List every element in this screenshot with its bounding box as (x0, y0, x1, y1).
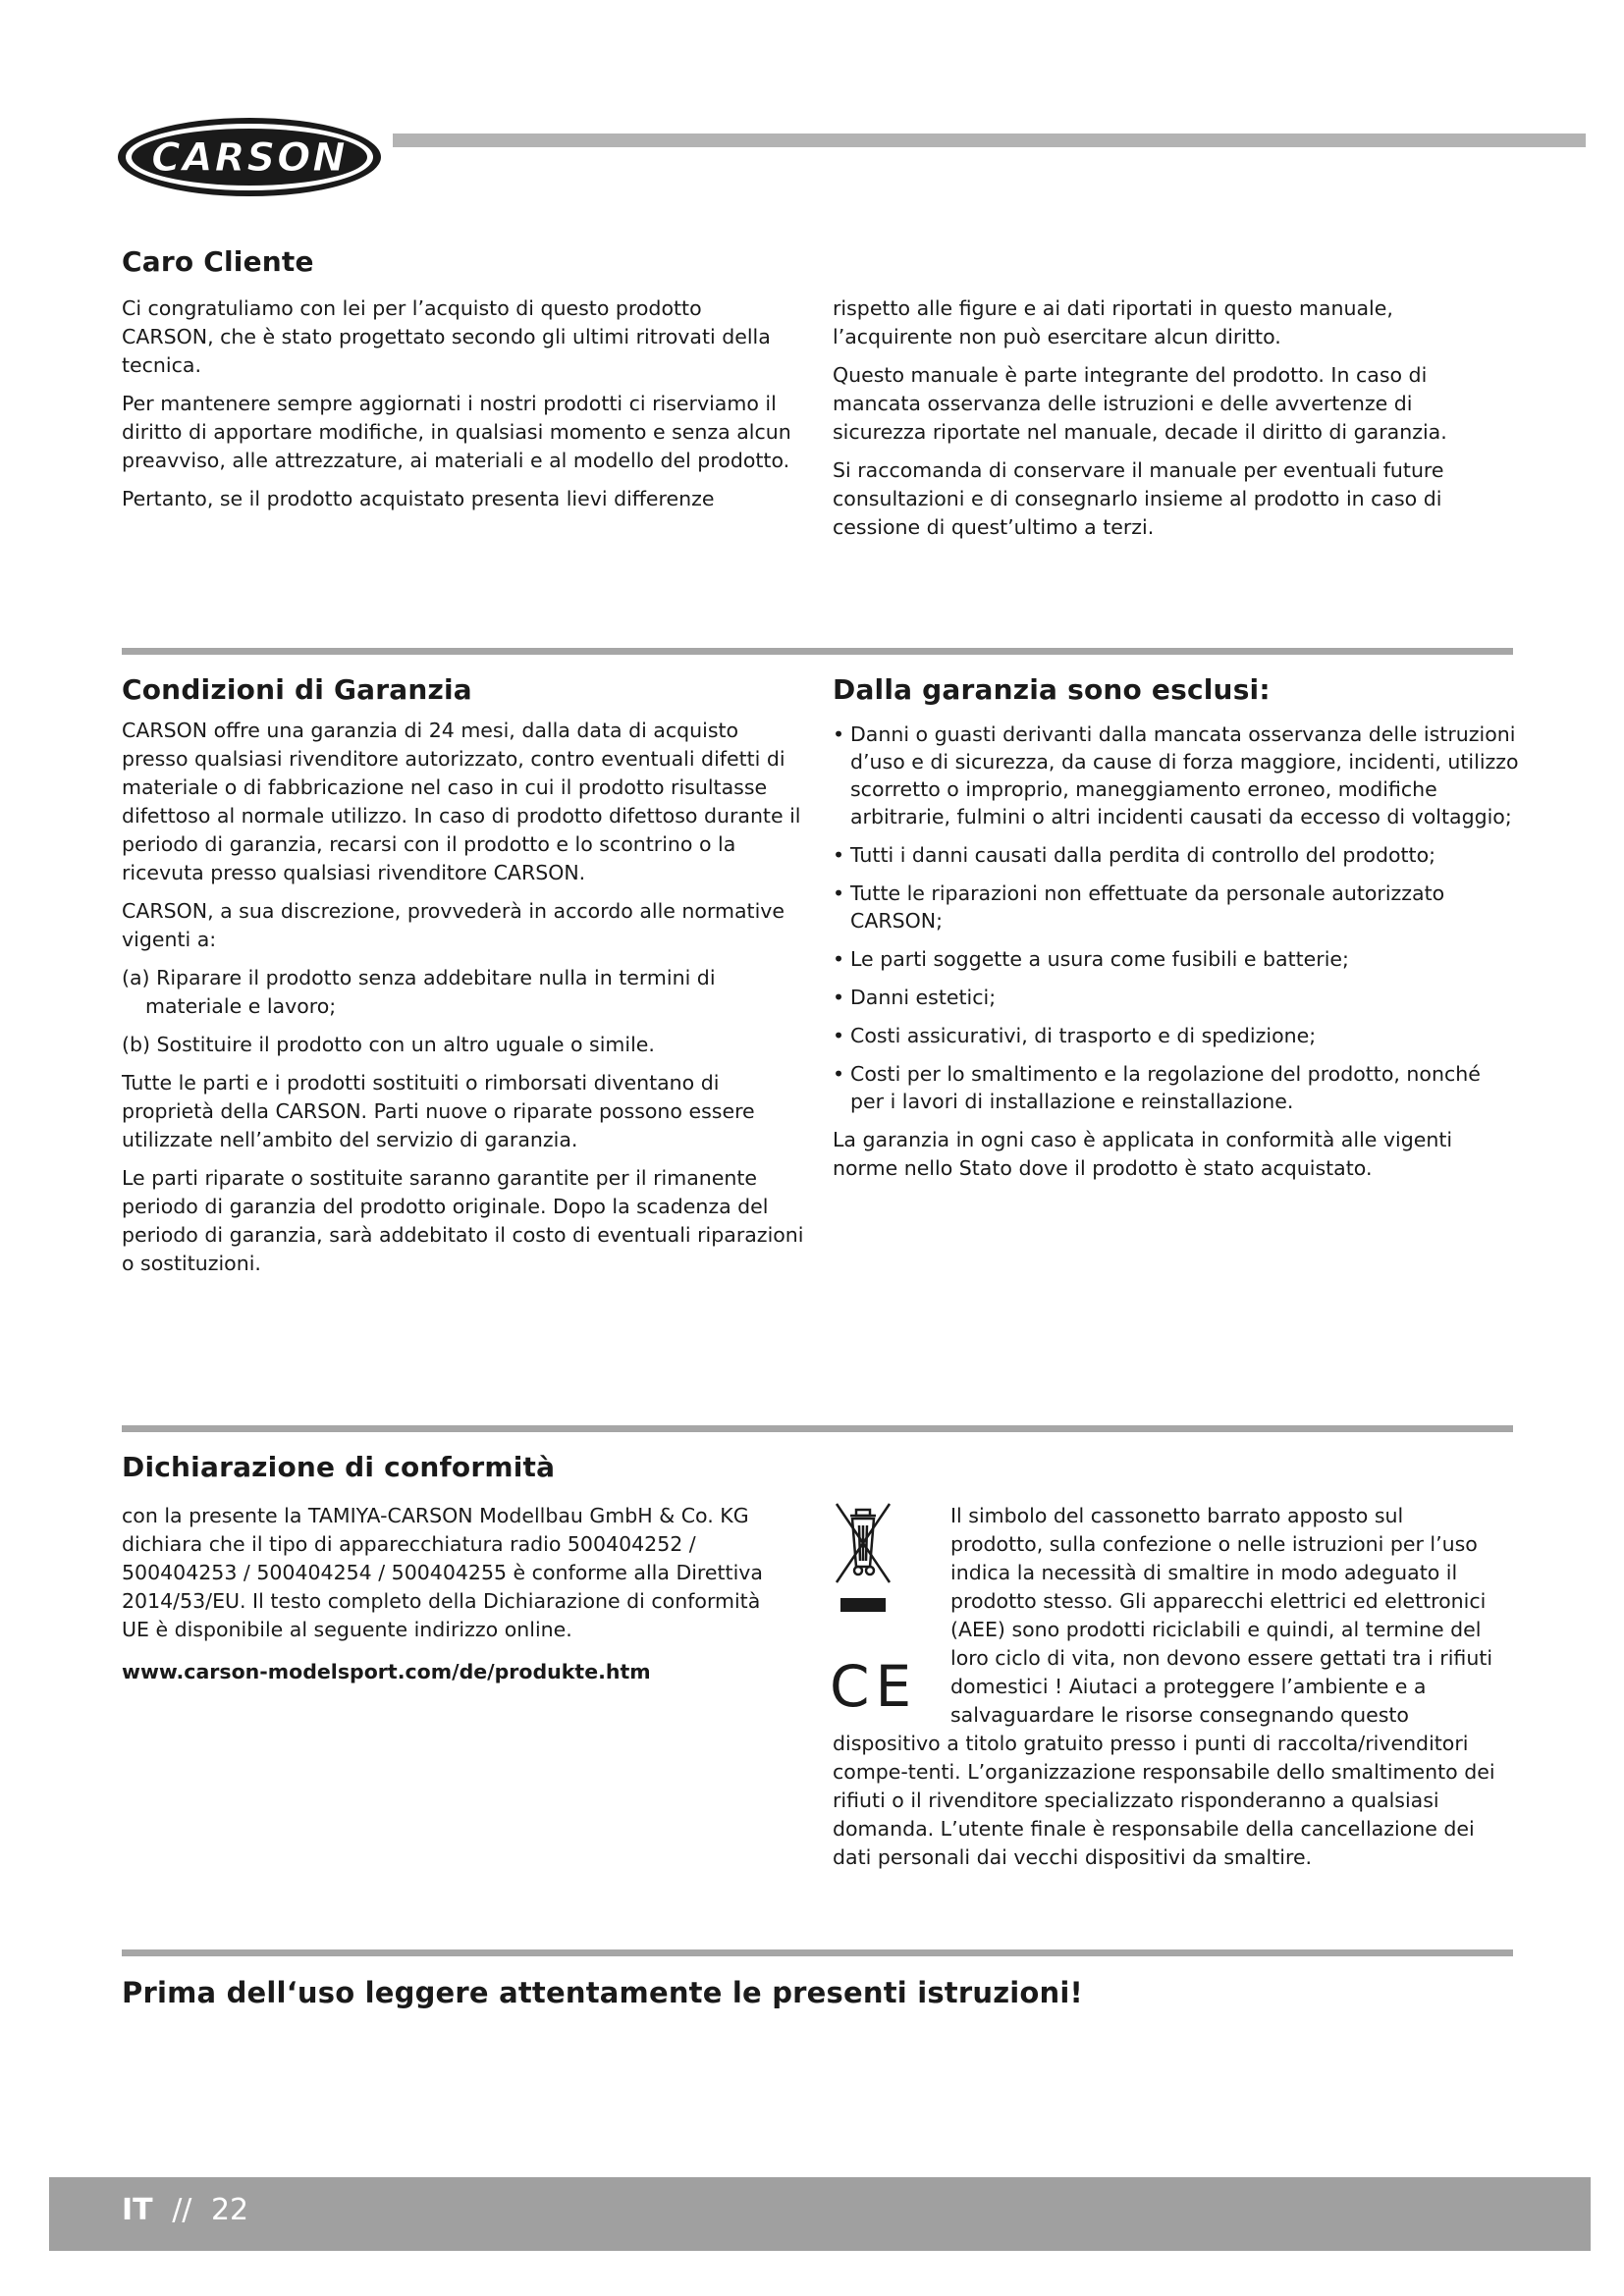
intro-paragraph: Si raccomanda di conservare il manuale per eventuali future consultazioni e di consegnarlo insieme al prodotto in caso di cessione di quest’ultimo a terzi. (833, 458, 1444, 539)
conformity-paragraph: con la presente la TAMIYA-CARSON Modellbau GmbH & Co. KG dichiara che il tipo di apparecchiatura radio 500404252 / 500404253 / 500404254 / 500404255 è conforme alla Direttiva 2014/53/EU. Il testo completo della Dichiarazione di conformità UE è disponibile al seguente indirizzo online. (122, 1504, 763, 1641)
list-item: • Tutte le riparazioni non effettuate da personale autorizzato CARSON; (833, 880, 1520, 934)
warranty-option-b: (b) Sostituire il prodotto con un altro uguale o simile. (122, 1033, 655, 1056)
footer-separator: // (172, 2193, 192, 2227)
intro-paragraph: Questo manuale è parte integrante del prodotto. In caso di mancata osservanza delle istruzioni e delle avvertenze di sicurezza riportate nel manuale, decade il diritto di garanzia. (833, 363, 1447, 444)
weee-float-spacer (833, 1502, 950, 1730)
carson-logo (116, 116, 383, 198)
carson-logo-graphic (116, 116, 383, 198)
read-instructions-notice: Prima dell‘uso leggere attentamente le presenti istruzioni! (122, 1976, 1083, 2009)
exclusions-title: Dalla garanzia sono esclusi: (833, 673, 1271, 706)
intro-paragraph: rispetto alle figure e ai dati riportati in questo manuale, l’acquirente non può esercitare alcun diritto. (833, 296, 1393, 348)
intro-left-column (122, 294, 799, 523)
intro-title: Caro Cliente (122, 245, 314, 278)
intro-paragraph: Per mantenere sempre aggiornati i nostri prodotti ci riserviamo il diritto di apportare modifiche, in qualsiasi momento e senza alcun preavviso, alle attrezzature, ai materiali e al modello del prodotto. (122, 392, 791, 472)
page-number (122, 2193, 248, 2227)
page-number-value: 22 (210, 2193, 249, 2227)
list-item: • Le parti soggette a usura come fusibili e batterie; (833, 945, 1520, 973)
exclusions-list (833, 721, 1520, 1115)
conformity-title: Dichiarazione di conformità (122, 1451, 556, 1483)
page-footer (49, 2177, 1591, 2251)
list-item: • Danni estetici; (833, 984, 1520, 1011)
list-item: • Costi per lo smaltimento e la regolazione del prodotto, nonché per i lavori di installazione e reinstallazione. (833, 1060, 1520, 1115)
warranty-option-a: (a) Riparare il prodotto senza addebitare nulla in termini di materiale e lavoro; (122, 966, 716, 1018)
section-divider (122, 648, 1513, 655)
warranty-column (122, 717, 809, 1288)
exclusions-column (833, 721, 1520, 1193)
warranty-paragraph: Le parti riparate o sostituite saranno garantite per il rimanente periodo di garanzia del prodotto originale. Dopo la scadenza del periodo di garanzia, sarà addebitato il costo di eventuali riparazioni o sostituzioni. (122, 1166, 804, 1275)
section-divider (122, 1949, 1513, 1956)
header-bar (393, 133, 1586, 147)
warranty-paragraph: CARSON offre una garanzia di 24 mesi, dalla data di acquisto presso qualsiasi rivenditore autorizzato, contro eventuali difetti di materiale o di fabbricazione nel caso in cui il prodotto risultasse difettoso al normale utilizzo. In caso di prodotto difettoso durante il periodo di garanzia, recarsi con il prodotto e lo scontrino o la ricevuta presso qualsiasi rivenditore CARSON. (122, 719, 801, 884)
weee-text-block (833, 1502, 1498, 1872)
warranty-paragraph: CARSON, a sua discrezione, provvederà in accordo alle normative vigenti a: (122, 899, 785, 951)
ce-mark-icon: CE (830, 1653, 918, 1720)
list-item: • Costi assicurativi, di trasporto e di spedizione; (833, 1022, 1520, 1049)
list-item: • Tutti i danni causati dalla perdita di controllo del prodotto; (833, 841, 1520, 869)
intro-right-column (833, 294, 1510, 552)
list-item: • Danni o guasti derivanti dalla mancata osservanza delle istruzioni d’uso e di sicurezza, da cause di forza maggiore, incidenti, utilizzo scorretto o improprio, maneggiamento erroneo, modifiche arbitrarie, fulmini o altri incidenti causati da eccesso di voltaggio; (833, 721, 1520, 830)
logo-text: CARSON (151, 135, 348, 181)
section-divider (122, 1425, 1513, 1432)
exclusions-note: La garanzia in ogni caso è applicata in conformità alle vigenti norme nello Stato dove il prodotto è stato acquistato. (833, 1128, 1453, 1180)
language-code: IT (122, 2193, 153, 2227)
weee-paragraph: Il simbolo del cassonetto barrato apposto sul prodotto, sulla confezione o nelle istruzioni per l’uso indica la necessità di smaltire in modo adeguato il prodotto stesso. Gli apparecchi elettrici ed elettronici (AEE) sono prodotti riciclabili e quindi, al termine del loro ciclo di vita, non devono essere gettati tra i rifiuti domestici ! Aiutaci a proteggere l’ambiente e a salvaguardare le risorse consegnando questo dispositivo a titolo gratuito presso i punti di raccolta/rivenditori compe-tenti. L’organizzazione responsabile dello smaltimento dei rifiuti o il rivenditore specializzato risponderanno a qualsiasi domanda. L’utente finale è responsabile della cancellazione dei dati personali dai vecchi dispositivi da smaltire. (833, 1504, 1495, 1869)
intro-paragraph: Pertanto, se il prodotto acquistato presenta lievi differenze (122, 487, 715, 510)
conformity-url-link[interactable]: www.carson-modelsport.com/de/produkte.htm (122, 1660, 651, 1683)
warranty-title: Condizioni di Garanzia (122, 673, 472, 706)
intro-paragraph: Ci congratuliamo con lei per l’acquisto di questo prodotto CARSON, che è stato progettato secondo gli ultimi ritrovati della tecnica. (122, 296, 771, 377)
warranty-paragraph: Tutte le parti e i prodotti sostituiti o rimborsati diventano di proprietà della CARSON. Parti nuove o riparate possono essere utilizzate nell’ambito del servizio di garanzia. (122, 1071, 755, 1151)
conformity-column (122, 1502, 789, 1696)
